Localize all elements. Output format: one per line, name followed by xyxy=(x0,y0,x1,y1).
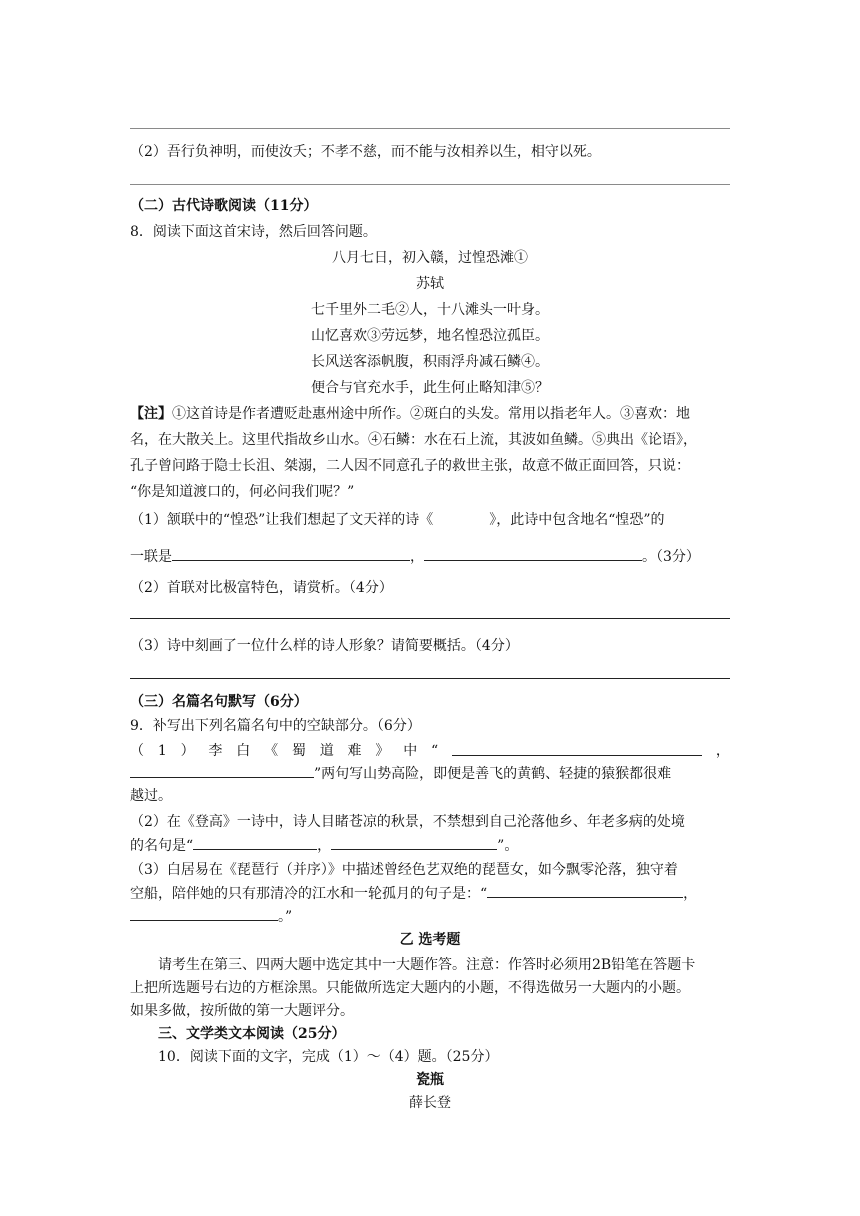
story-author: 薛长登 xyxy=(409,1095,451,1111)
q9-1-line3: 越过。 xyxy=(130,788,172,804)
answer-blank[interactable] xyxy=(130,906,278,921)
poem-line: 七千里外二毛②人，十八滩头一叶身。 xyxy=(311,302,549,318)
note-line: 孔子曾问路于隐士长沮、桀溺，二人因不同意孔子的救世主张，故意不做正面回答，只说： xyxy=(130,458,690,474)
answer-line[interactable] xyxy=(130,678,730,679)
note-line xyxy=(130,404,730,424)
q9-3-line3 xyxy=(130,906,730,927)
q9-3-line2 xyxy=(130,883,730,904)
answer-blank[interactable] xyxy=(193,835,317,850)
q9-3-text: 。” xyxy=(278,909,293,925)
q9-1-char: 中 xyxy=(403,743,418,759)
q9-1-char: ， xyxy=(715,743,730,759)
note-line: 名，在大散关上。这里代指故乡山水。④石鳞：水在石上流，其波如鱼鳞。⑤典出《论语》， xyxy=(130,432,697,448)
answer-blank[interactable] xyxy=(487,883,683,898)
q9-1-char: “ xyxy=(431,743,439,759)
q9-2-line2 xyxy=(130,835,730,856)
q9-1-char: 李 xyxy=(208,743,223,759)
q8-1-text: ， xyxy=(410,549,424,565)
q9-2-text: ”。 xyxy=(497,838,519,854)
answer-blank[interactable] xyxy=(424,546,642,561)
note-text: ①这首诗是作者遭贬赴惠州途中所作。②斑白的头发。常用以指老年人。③喜欢：地 xyxy=(172,406,690,422)
q7-2-text: （2）吾行负神明，而使汝夭；不孝不慈，而不能与汝相养以生，相守以死。 xyxy=(130,144,601,160)
q8-2-text: （2）首联对比极富特色，请赏析。（4分） xyxy=(130,580,393,596)
part-b-intro: 请考生在第三、四两大题中选定其中一大题作答。注意：作答时必须用2B铅笔在答题卡 xyxy=(158,957,696,973)
q9-intro: 9．补写出下列名篇名句中的空缺部分。（6分） xyxy=(130,718,421,734)
q9-1-char: 蜀 xyxy=(291,743,306,759)
poem-line: 山忆喜欢③劳远梦，地名惶恐泣孤臣。 xyxy=(311,328,549,344)
q9-3-line1: （3）白居易在《琵琶行（并序）》中描述曾经色艺双绝的琵琶女，如今飘零沦落，独守着 xyxy=(130,862,678,878)
q9-1-char: 道 xyxy=(319,743,334,759)
poem-line: 便合与官充水手，此生何止略知津⑤？ xyxy=(311,380,549,396)
q9-3-text: ， xyxy=(683,886,698,902)
answer-blank[interactable] xyxy=(172,546,410,561)
q9-1-text: ”两句写山势高险，即便是善飞的黄鹤、轻捷的猿猴都很难 xyxy=(314,766,672,782)
q8-1-text: 一联是 xyxy=(130,549,172,565)
note-label: 【注】 xyxy=(130,406,172,422)
q9-1-char: 1 xyxy=(157,743,167,759)
q9-1-char: 白 xyxy=(236,743,251,759)
part-b-intro: 上把所选题号右边的方框涂黑。只能做所选定大题内的小题，不得选做另一大题内的小题。 xyxy=(130,980,690,996)
q8-intro: 8．阅读下面这首宋诗，然后回答问题。 xyxy=(130,224,377,240)
q9-2-line1: （2）在《登高》一诗中，诗人目睹苍凉的秋景，不禁想到自己沦落他乡、年老多病的处境 xyxy=(130,814,685,830)
part-b-heading: 乙 选考题 xyxy=(399,932,461,948)
q8-1-text: 》，此诗中包含地名“惶恐”的 xyxy=(489,512,665,528)
poem-line: 长风送客添帆腹，积雨浮舟减石鳞④。 xyxy=(311,354,549,370)
q8-1-line2 xyxy=(130,546,730,567)
q9-3-text: 空船，陪伴她的只有那清冷的江水和一轮孤月的句子是：“ xyxy=(130,886,488,902)
answer-blank[interactable] xyxy=(331,835,497,850)
divider xyxy=(130,128,730,129)
q9-2-text: ， xyxy=(317,838,332,854)
answer-blank[interactable] xyxy=(452,741,702,756)
q9-1-char: 《 xyxy=(264,743,279,759)
q9-1-line2 xyxy=(130,763,730,784)
poem-author: 苏轼 xyxy=(416,276,444,292)
divider xyxy=(130,184,730,185)
q8-1-line1 xyxy=(130,510,730,530)
q9-1-char: （ xyxy=(130,743,144,759)
q9-1-char: 难 xyxy=(347,743,362,759)
q9-2-text: 的名句是“ xyxy=(130,838,194,854)
q8-3-text: （3）诗中刻画了一位什么样的诗人形象？请简要概括。（4分） xyxy=(130,638,519,654)
q10-intro: 10．阅读下面的文字，完成（1）～（4）题。（25分） xyxy=(158,1049,499,1065)
answer-line[interactable] xyxy=(130,618,730,619)
q8-1-text: （1）颔联中的“惶恐”让我们想起了文天祥的诗《 xyxy=(130,512,434,528)
note-line: “你是知道渡口的，何必问我们呢？” xyxy=(130,484,355,500)
q9-1-line1 xyxy=(130,741,730,761)
poem-title: 八月七日，初入赣，过惶恐滩① xyxy=(332,250,528,266)
q8-1-text: 。（3分） xyxy=(642,549,700,565)
section-heading-recitation: （三）名篇名句默写（6分） xyxy=(130,694,308,710)
q9-1-char: 》 xyxy=(375,743,390,759)
q9-1-char: ） xyxy=(180,743,195,759)
story-title: 瓷瓶 xyxy=(416,1072,444,1088)
section-heading-literary: 三、文学类文本阅读（25分） xyxy=(158,1026,346,1042)
part-b-intro: 如果多做，按所做的第一大题评分。 xyxy=(130,1003,354,1019)
answer-blank[interactable] xyxy=(130,763,314,778)
section-heading-poetry: （二）古代诗歌阅读（11分） xyxy=(130,198,318,214)
